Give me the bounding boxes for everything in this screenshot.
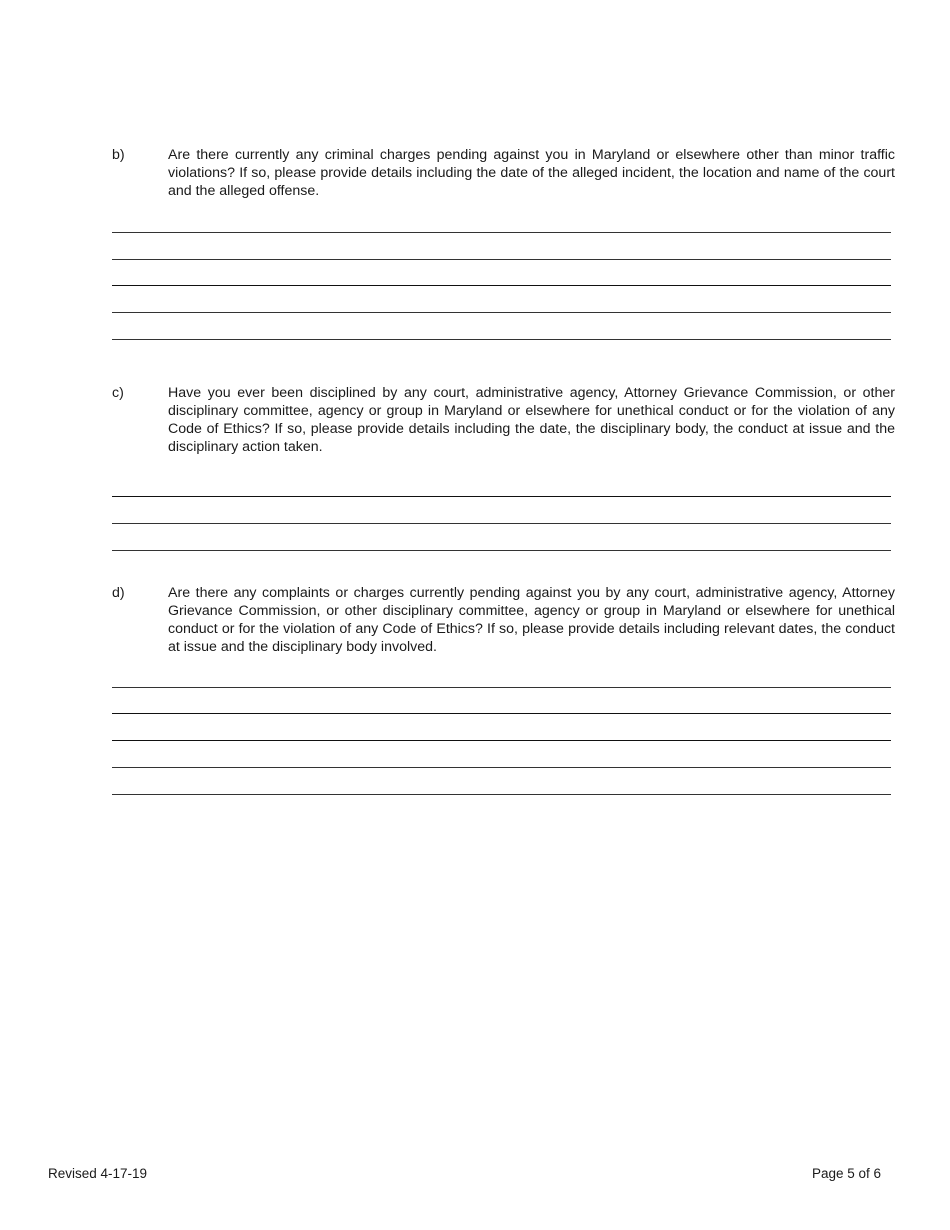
question-b: [112, 146, 895, 200]
answer-line-b-2[interactable]: [112, 259, 891, 260]
answer-line-c-3[interactable]: [112, 550, 891, 551]
question-c: [112, 384, 895, 456]
answer-line-b-5[interactable]: [112, 339, 891, 340]
revision-date: Revised 4-17-19: [48, 1166, 148, 1181]
answer-line-b-3[interactable]: [112, 285, 891, 286]
answer-line-d-4[interactable]: [112, 767, 891, 768]
page-number: Page 5 of 6: [812, 1166, 882, 1181]
answer-line-c-2[interactable]: [112, 523, 891, 524]
question-text: Are there any complaints or charges currently pending against you by any court, administrative agency, Attorney Grievance Commission, or other disciplinary committee, agency or group in Maryland or elsewhere for unethical conduct or for the violation of any Code of Ethics? If so, please provide details including relevant dates, the conduct at issue and the disciplinary body involved.: [168, 585, 895, 655]
question-text: Have you ever been disciplined by any court, administrative agency, Attorney Grievance Commission, or other disciplinary committee, agency or group in Maryland or elsewhere for unethical conduct or for the violation of any Code of Ethics? If so, please provide details including the date, the disciplinary body, the conduct at issue and the disciplinary action taken.: [168, 385, 895, 455]
question-d: [112, 584, 895, 656]
question-text: Are there currently any criminal charges pending against you in Maryland or elsewhere other than minor traffic violations? If so, please provide details including the date of the alleged incident, the location and name of the court and the alleged offense.: [168, 147, 895, 199]
answer-line-d-1[interactable]: [112, 687, 891, 688]
question-letter: b): [112, 147, 125, 163]
answer-line-d-5[interactable]: [112, 794, 891, 795]
answer-line-b-1[interactable]: [112, 232, 891, 233]
question-letter: d): [112, 585, 125, 601]
question-letter: c): [112, 385, 124, 401]
answer-line-d-3[interactable]: [112, 740, 891, 741]
answer-line-b-4[interactable]: [112, 312, 891, 313]
answer-line-c-1[interactable]: [112, 496, 891, 497]
answer-line-d-2[interactable]: [112, 713, 891, 714]
